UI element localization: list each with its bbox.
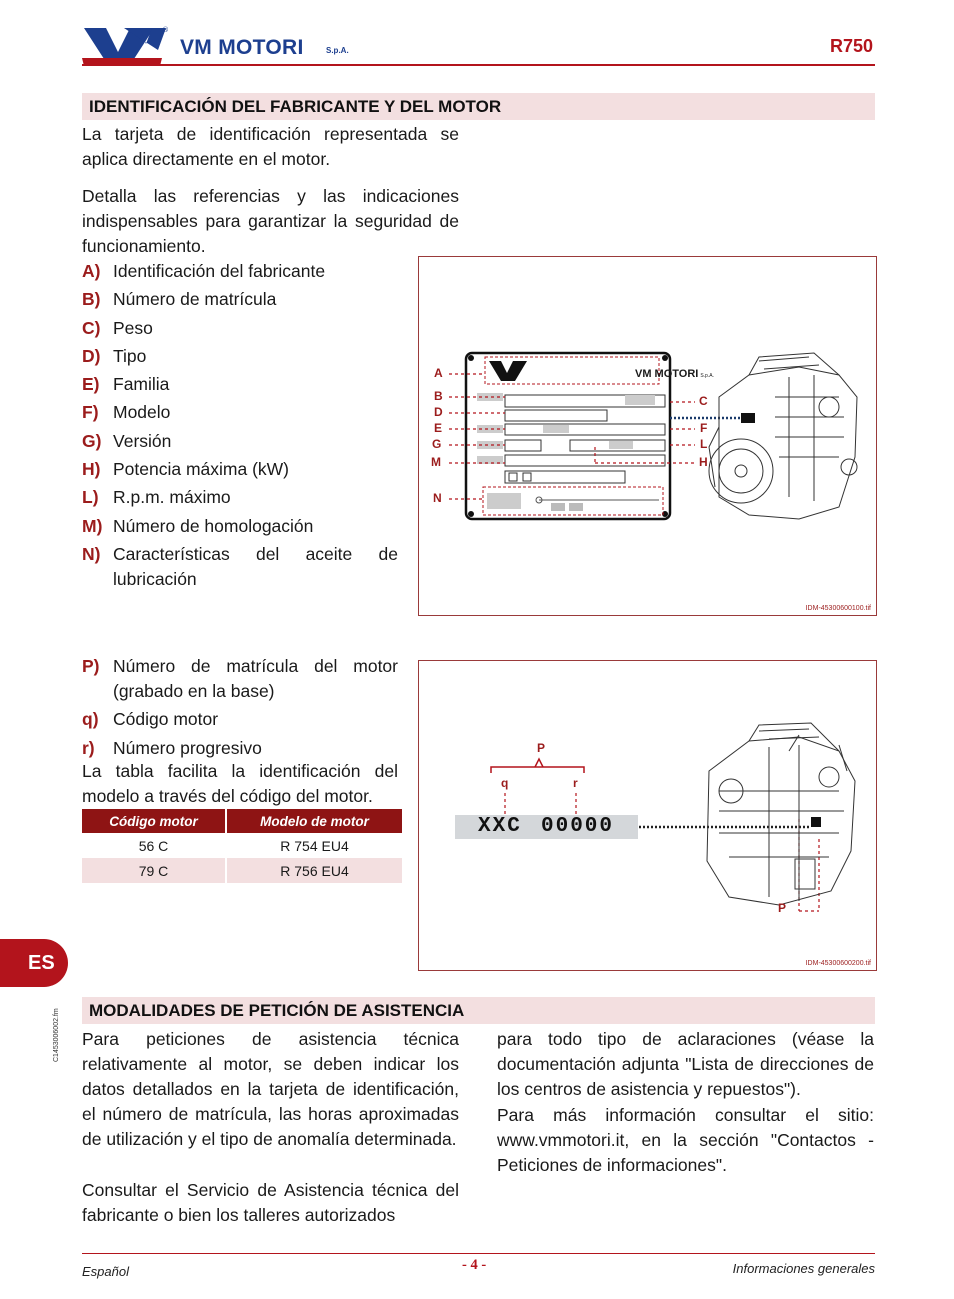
brand-suffix: S.p.A. <box>326 46 349 55</box>
brand-logo <box>80 22 380 70</box>
list-item: G) Versión <box>82 430 172 451</box>
identification-plate-figure <box>418 256 877 616</box>
engine-number-figure <box>418 660 877 971</box>
section-heading-identification: IDENTIFICACIÓN DEL FABRICANTE Y DEL MOTOR <box>82 93 875 120</box>
plate-letter-e: E <box>434 421 443 435</box>
svg-text:®: ® <box>162 26 169 34</box>
brand-name: VM MOTORI <box>180 36 304 59</box>
page-number: - 4 - <box>462 1257 487 1273</box>
table-intro-paragraph: La tabla facilita la identificación del modelo a través del código del motor. <box>82 761 398 806</box>
plate-letter-c: C <box>699 394 708 408</box>
list-item: H) Potencia máxima (kW) <box>82 459 290 480</box>
table-header-model: Modelo de motor <box>226 809 402 833</box>
plate-diagram <box>419 257 876 615</box>
plate-letter-b: B <box>434 389 443 403</box>
plate-letter-g: G <box>432 437 442 451</box>
plate-letter-d: D <box>434 405 443 419</box>
intro-paragraph: La tarjeta de identificación representada se aplica directamente en el motor. <box>82 124 459 169</box>
plate-letter-a: A <box>434 366 443 380</box>
list-item: A) Identificación del fabricante <box>82 261 326 281</box>
details-paragraph: Detalla las referencias y las indicaciones indispensables para garantizar la seguridad de funcionamiento. <box>82 186 459 256</box>
list-item: E) Familia <box>82 374 170 395</box>
list-item: N) Características del aceite de lubricación <box>82 543 398 589</box>
plate-letter-m: M <box>431 455 441 469</box>
table-row: 56 C R 754 EU4 <box>82 833 402 858</box>
plate-letter-h: H <box>699 455 708 469</box>
plate-brand: VM MOTORI S.p.A. <box>635 368 714 380</box>
table-row: 79 C R 756 EU4 <box>82 858 402 883</box>
list-item: D) Tipo <box>82 345 147 366</box>
figure-caption: IDM-45300600200.tif <box>805 960 871 967</box>
label-r: r <box>573 776 578 790</box>
footer-divider <box>82 1253 875 1254</box>
engine-number-legend <box>82 654 398 761</box>
plate-legend-list <box>82 259 398 595</box>
header-divider <box>82 64 875 66</box>
assistance-paragraph-4: Para más información consultar el sitio: www.vmmotori.it, en la sección "Contactos - Peticiones de informaciones". <box>497 1105 874 1175</box>
model-label: R750 <box>829 36 873 56</box>
figure-caption: IDM-45300600100.tif <box>805 605 871 612</box>
table-header-code: Código motor <box>82 809 226 833</box>
list-item: C) Peso <box>82 317 153 338</box>
list-item: M) Número de homologación <box>82 515 314 536</box>
plate-letter-l: L <box>700 437 708 451</box>
footer-chapter: Informaciones generales <box>732 1261 875 1276</box>
footer-language: Español <box>82 1264 129 1279</box>
document-code: C1453006002.fm <box>53 1008 60 1062</box>
section-heading-assistance: MODALIDADES DE PETICIÓN DE ASISTENCIA <box>82 997 875 1024</box>
label-q: q <box>501 776 509 790</box>
label-p-top: P <box>537 741 546 755</box>
plate-letter-n: N <box>433 491 442 505</box>
list-item: P) Número de matrícula del motor (grabado en la base) <box>82 656 398 701</box>
list-item: q) Código motor <box>82 709 219 730</box>
plate-letter-f: F <box>700 421 708 435</box>
list-item: B) Número de matrícula <box>82 289 277 310</box>
language-tab: ES <box>0 939 68 987</box>
engine-progressive-text: 00000 <box>541 815 615 838</box>
assistance-paragraph-2: Consultar el Servicio de Asistencia técnica del fabricante o bien los talleres autorizados <box>82 1180 459 1225</box>
assistance-paragraph-1: Para peticiones de asistencia técnica relativamente al motor, se deben indicar los datos detallados en la tarjeta de identificación, el número de matrícula, las horas aproximadas de utilización y el tipo de anomalía determinada. <box>82 1029 459 1149</box>
list-item: r) Número progresivo <box>82 737 262 758</box>
list-item: L) R.p.m. máximo <box>82 487 231 508</box>
label-p-engine: P <box>778 901 787 915</box>
assistance-paragraph-3: para todo tipo de aclaraciones (véase la documentación adjunta "Lista de direcciones de los centros de asistencia y repuestos"). <box>497 1029 874 1099</box>
list-item: F) Modelo <box>82 402 171 423</box>
engine-code-table <box>82 809 402 883</box>
engine-code-text: XXC <box>478 815 522 838</box>
